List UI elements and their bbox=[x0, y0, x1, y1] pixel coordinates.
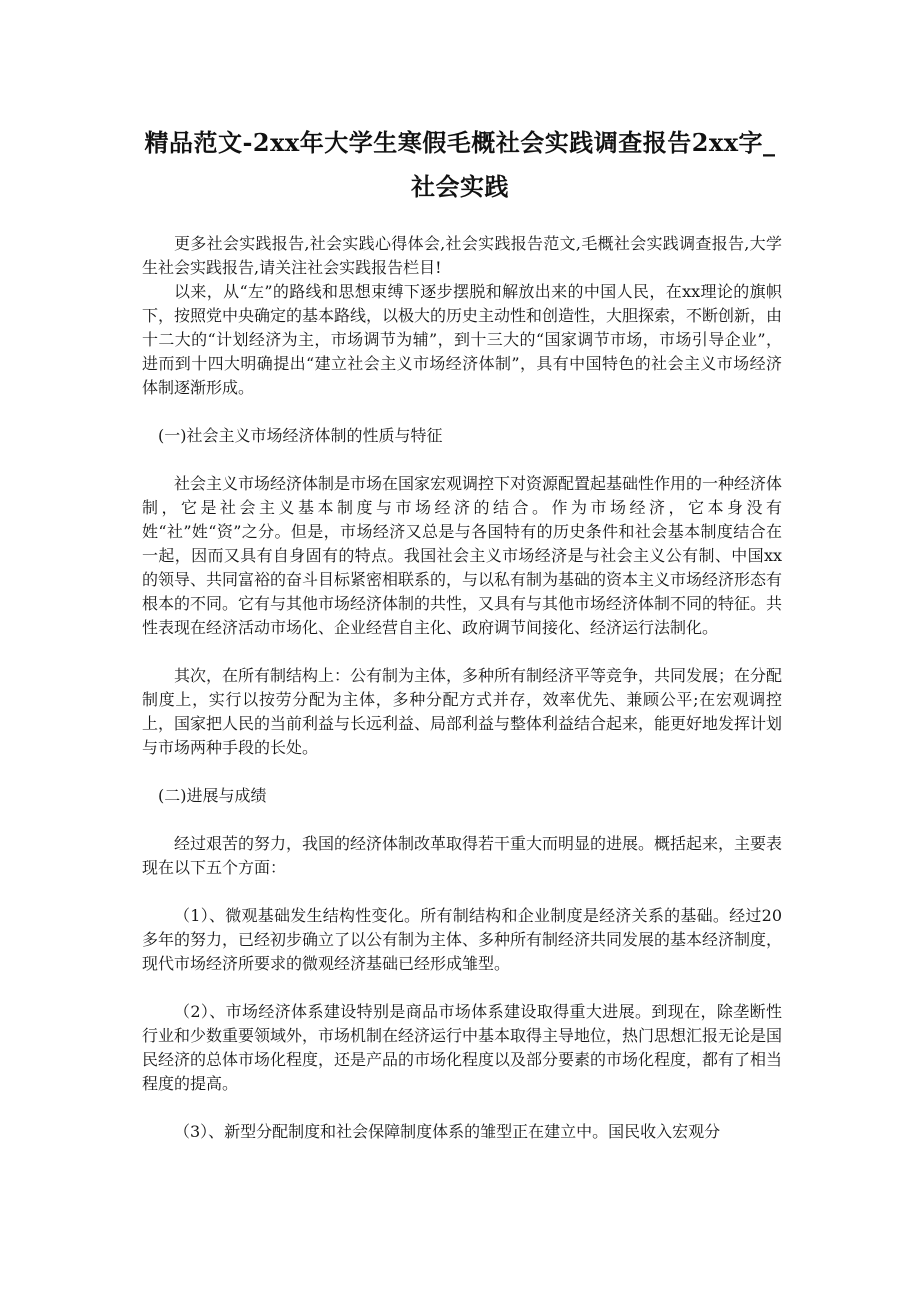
section-heading-2: (二)进展与成绩 bbox=[158, 786, 267, 805]
paragraph-4: 经过艰苦的努力，我国的经济体制改革取得若干重大而明显的进展。概括起来，主要表现在以下五个方面： bbox=[142, 834, 783, 877]
paragraph-5: （1）、微观基础发生结构性变化。所有制结构和企业制度是经济关系的基础。经过20多年的努力，已经初步确立了以公有制为主体、多种所有制经济共同发展的基本经济制度，现代市场经济所要求的微观经济基础已经形成雏型。 bbox=[142, 906, 783, 973]
document-title-line-2: 社会实践 bbox=[411, 172, 509, 201]
document-body bbox=[142, 232, 782, 1144]
section-heading-1: (一)社会主义市场经济体制的性质与特征 bbox=[158, 426, 443, 445]
paragraph-7: （3）、新型分配制度和社会保障制度体系的雏型正在建立中。国民收入宏观分 bbox=[174, 1122, 721, 1141]
paragraph-1: 以来，从“左”的路线和思想束缚下逐步摆脱和解放出来的中国人民，在xx理论的旗帜下，按照党中央确定的基本路线，以极大的历史主动性和创造性，大胆探索，不断创新，由十二大的“计划经济为主，市场调节为辅”，到十三大的“国家调节市场，市场引导企业”，进而到十四大明确提出“建立社会主义市场经济体制”，具有中国特色的社会主义市场经济体制逐渐形成。 bbox=[142, 282, 783, 397]
intro-paragraph: 更多社会实践报告,社会实践心得体会,社会实践报告范文,毛概社会实践调查报告,大学生社会实践报告,请关注社会实践报告栏目! bbox=[142, 234, 782, 277]
paragraph-6: （2）、市场经济体系建设特别是商品市场体系建设取得重大进展。到现在，除垄断性行业和少数重要领域外，市场机制在经济运行中基本取得主导地位，热门思想汇报无论是国民经济的总体市场化程度，还是产品的市场化程度以及部分要素的市场化程度，都有了相当程度的提高。 bbox=[142, 1002, 783, 1093]
paragraph-3: 其次，在所有制结构上：公有制为主体，多种所有制经济平等竞争，共同发展；在分配制度上，实行以按劳分配为主体，多种分配方式并存，效率优先、兼顾公平;在宏观调控上，国家把人民的当前利益与长远利益、局部利益与整体利益结合起来，能更好地发挥计划与市场两种手段的长处。 bbox=[142, 666, 783, 757]
document-title-line-1: 精品范文-2xx年大学生寒假毛概社会实践调查报告2xx字_ bbox=[144, 128, 776, 157]
paragraph-2: 社会主义市场经济体制是市场在国家宏观调控下对资源配置起基础性作用的一种经济体制，它是社会主义基本制度与市场经济的结合。作为市场经济，它本身没有姓“社”姓“资”之分。但是，市场经济又总是与各国特有的历史条件和社会基本制度结合在一起，因而又具有自身固有的特点。我国社会主义市场经济是与社会主义公有制、中国xx的领导、共同富裕的奋斗目标紧密相联系的，与以私有制为基础的资本主义市场经济形态有根本的不同。它有与其他市场经济体制的共性，又具有与其他市场经济体制不同的特征。共性表现在经济活动市场化、企业经营自主化、政府调节间接化、经济运行法制化。 bbox=[142, 474, 783, 637]
